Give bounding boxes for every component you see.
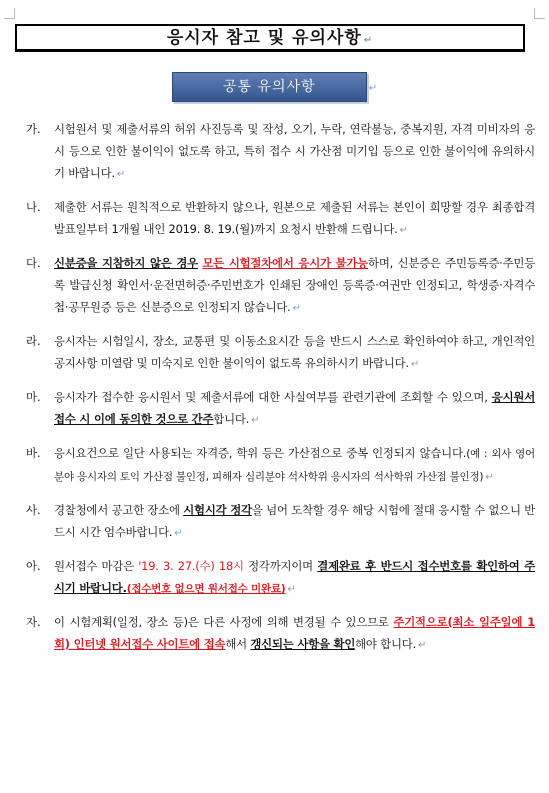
- emphasis-text: 결제완료 후 반드시 접수번호를 확인하여 주시기 바랍니다.: [54, 559, 536, 595]
- item-text: 해야 합니다.: [355, 637, 416, 651]
- item-marker: 사.: [26, 503, 41, 517]
- emphasis-text: 갱신되는 사항을 확인: [250, 637, 356, 651]
- paragraph-mark-icon: ↵: [116, 169, 126, 180]
- paragraph-mark-icon: ↵: [399, 225, 408, 236]
- section-title: 공통 유의사항: [172, 72, 367, 102]
- paragraph-mark-icon: ↵: [485, 472, 494, 483]
- notice-item: [0, 611, 549, 657]
- emphasis-text: 시험시각 정각: [183, 503, 252, 517]
- section-header: [0, 72, 549, 102]
- item-text: 하며, 신분증은 주민등록증·주민등록 발급신청 확인서·운전면허증·주민번호가 인쇄된 장애인 등록증·여권만 인정되고, 학생증·자격수첩·공무원증 등은 신분증으로 인정되지 않습니다.: [54, 256, 535, 314]
- deadline-date: '19. 3. 27.(수) 18시: [138, 559, 244, 573]
- document-title: 응시자 참고 및 유의사항: [166, 28, 362, 48]
- item-text: 응시요건으로 일단 사용되는 자격증, 학위 등은 가산점으로 중복 인정되지 않습니다.: [54, 446, 467, 460]
- item-text: 해서: [225, 637, 247, 651]
- item-text: 정각까지이며: [248, 559, 313, 573]
- emphasis-text: 신분증을 지참하지 않은 경우: [54, 256, 198, 270]
- item-text: 이 시험계획(일정, 장소 등)은 다른 사정에 의해 변경될 수 있으므로: [54, 615, 389, 629]
- notice-item: [0, 252, 549, 320]
- document-title-box: [15, 24, 525, 52]
- item-text: 합니다.: [213, 412, 250, 426]
- paragraph-mark-icon: ↵: [292, 303, 301, 314]
- page-corner-mark: [534, 8, 545, 19]
- notice-item: [0, 118, 549, 186]
- paragraph-mark-icon: ↵: [287, 584, 296, 595]
- item-marker: 가.: [26, 122, 41, 136]
- warning-text: 모든 시험절차에서 응시가 불가능: [202, 256, 369, 270]
- page-corner-mark: [4, 8, 15, 19]
- notice-item: [0, 330, 549, 376]
- notice-item: [0, 386, 549, 432]
- notice-item: [0, 555, 549, 601]
- item-marker: 아.: [26, 559, 41, 573]
- item-text: 응시자가 접수한 응시원서 및 제출서류에 대한 사실여부를 관련기관에 조회할 수 있으며,: [54, 390, 488, 404]
- item-text: 원서접수 마감은: [54, 559, 134, 573]
- item-note: (예 : 외사 영어분야 응시자의 토익 가산점 불인정, 피해자 심리분야 석사학위 응시자의 석사학위 가산점 불인정): [54, 448, 535, 483]
- item-text: 경찰청에서 공고한 장소에: [54, 503, 180, 517]
- notice-item: [0, 196, 549, 242]
- paragraph-mark-icon: ↵: [368, 83, 378, 94]
- item-marker: 나.: [26, 200, 41, 214]
- item-text: 응시자는 시험일시, 장소, 교통편 및 이동소요시간 등을 반드시 스스로 확인하여야 하고, 개인적인 공지사항 미열람 및 미숙지로 인한 불이익이 없도록 유의하시기 바랍니다.: [54, 334, 535, 370]
- item-marker: 바.: [26, 446, 41, 460]
- notice-item: [0, 442, 549, 489]
- item-marker: 자.: [26, 615, 41, 629]
- warning-text: 주기적으로(최소 일주일에 1회) 인터넷 원서접수 사이트에 접속: [54, 615, 536, 651]
- paragraph-mark-icon: ↵: [174, 528, 183, 539]
- item-marker: 다.: [26, 256, 41, 270]
- paragraph-mark-icon: ↵: [251, 415, 260, 426]
- notice-list: [0, 118, 549, 667]
- paragraph-mark-icon: ↵: [363, 35, 374, 46]
- item-text: 제출한 서류는 원칙적으로 반환하지 않으나, 원본으로 제출된 서류는 본인이 희망할 경우 최종합격 발표일부터 1개월 내인 2019. 8. 19.(월)까지 요청시 반환해 드립니다.: [54, 200, 535, 236]
- emphasis-text: 응시원서 접수 시 이에 동의한 것으로 간주: [54, 390, 535, 426]
- item-text: 을 넘어 도착할 경우 해당 시험에 절대 응시할 수 없으니 반드시 시간 엄수바랍니다.: [54, 503, 536, 539]
- item-text: 시험원서 및 제출서류의 허위 사진등록 및 작성, 오기, 누락, 연락불능, 중복지원, 자격 미비자의 응시 등으로 인한 불이익이 없도록 하고, 특히 접수 시 가산점 미기입 등으로 인한 불이익에 유의하시기 바랍니다.: [54, 122, 535, 180]
- notice-item: [0, 499, 549, 545]
- paragraph-mark-icon: ↵: [410, 359, 420, 370]
- paragraph-mark-icon: ↵: [417, 640, 427, 651]
- item-marker: 마.: [26, 390, 41, 404]
- warning-text: (접수번호 없으면 원서접수 미완료): [126, 583, 286, 595]
- item-marker: 라.: [26, 334, 41, 348]
